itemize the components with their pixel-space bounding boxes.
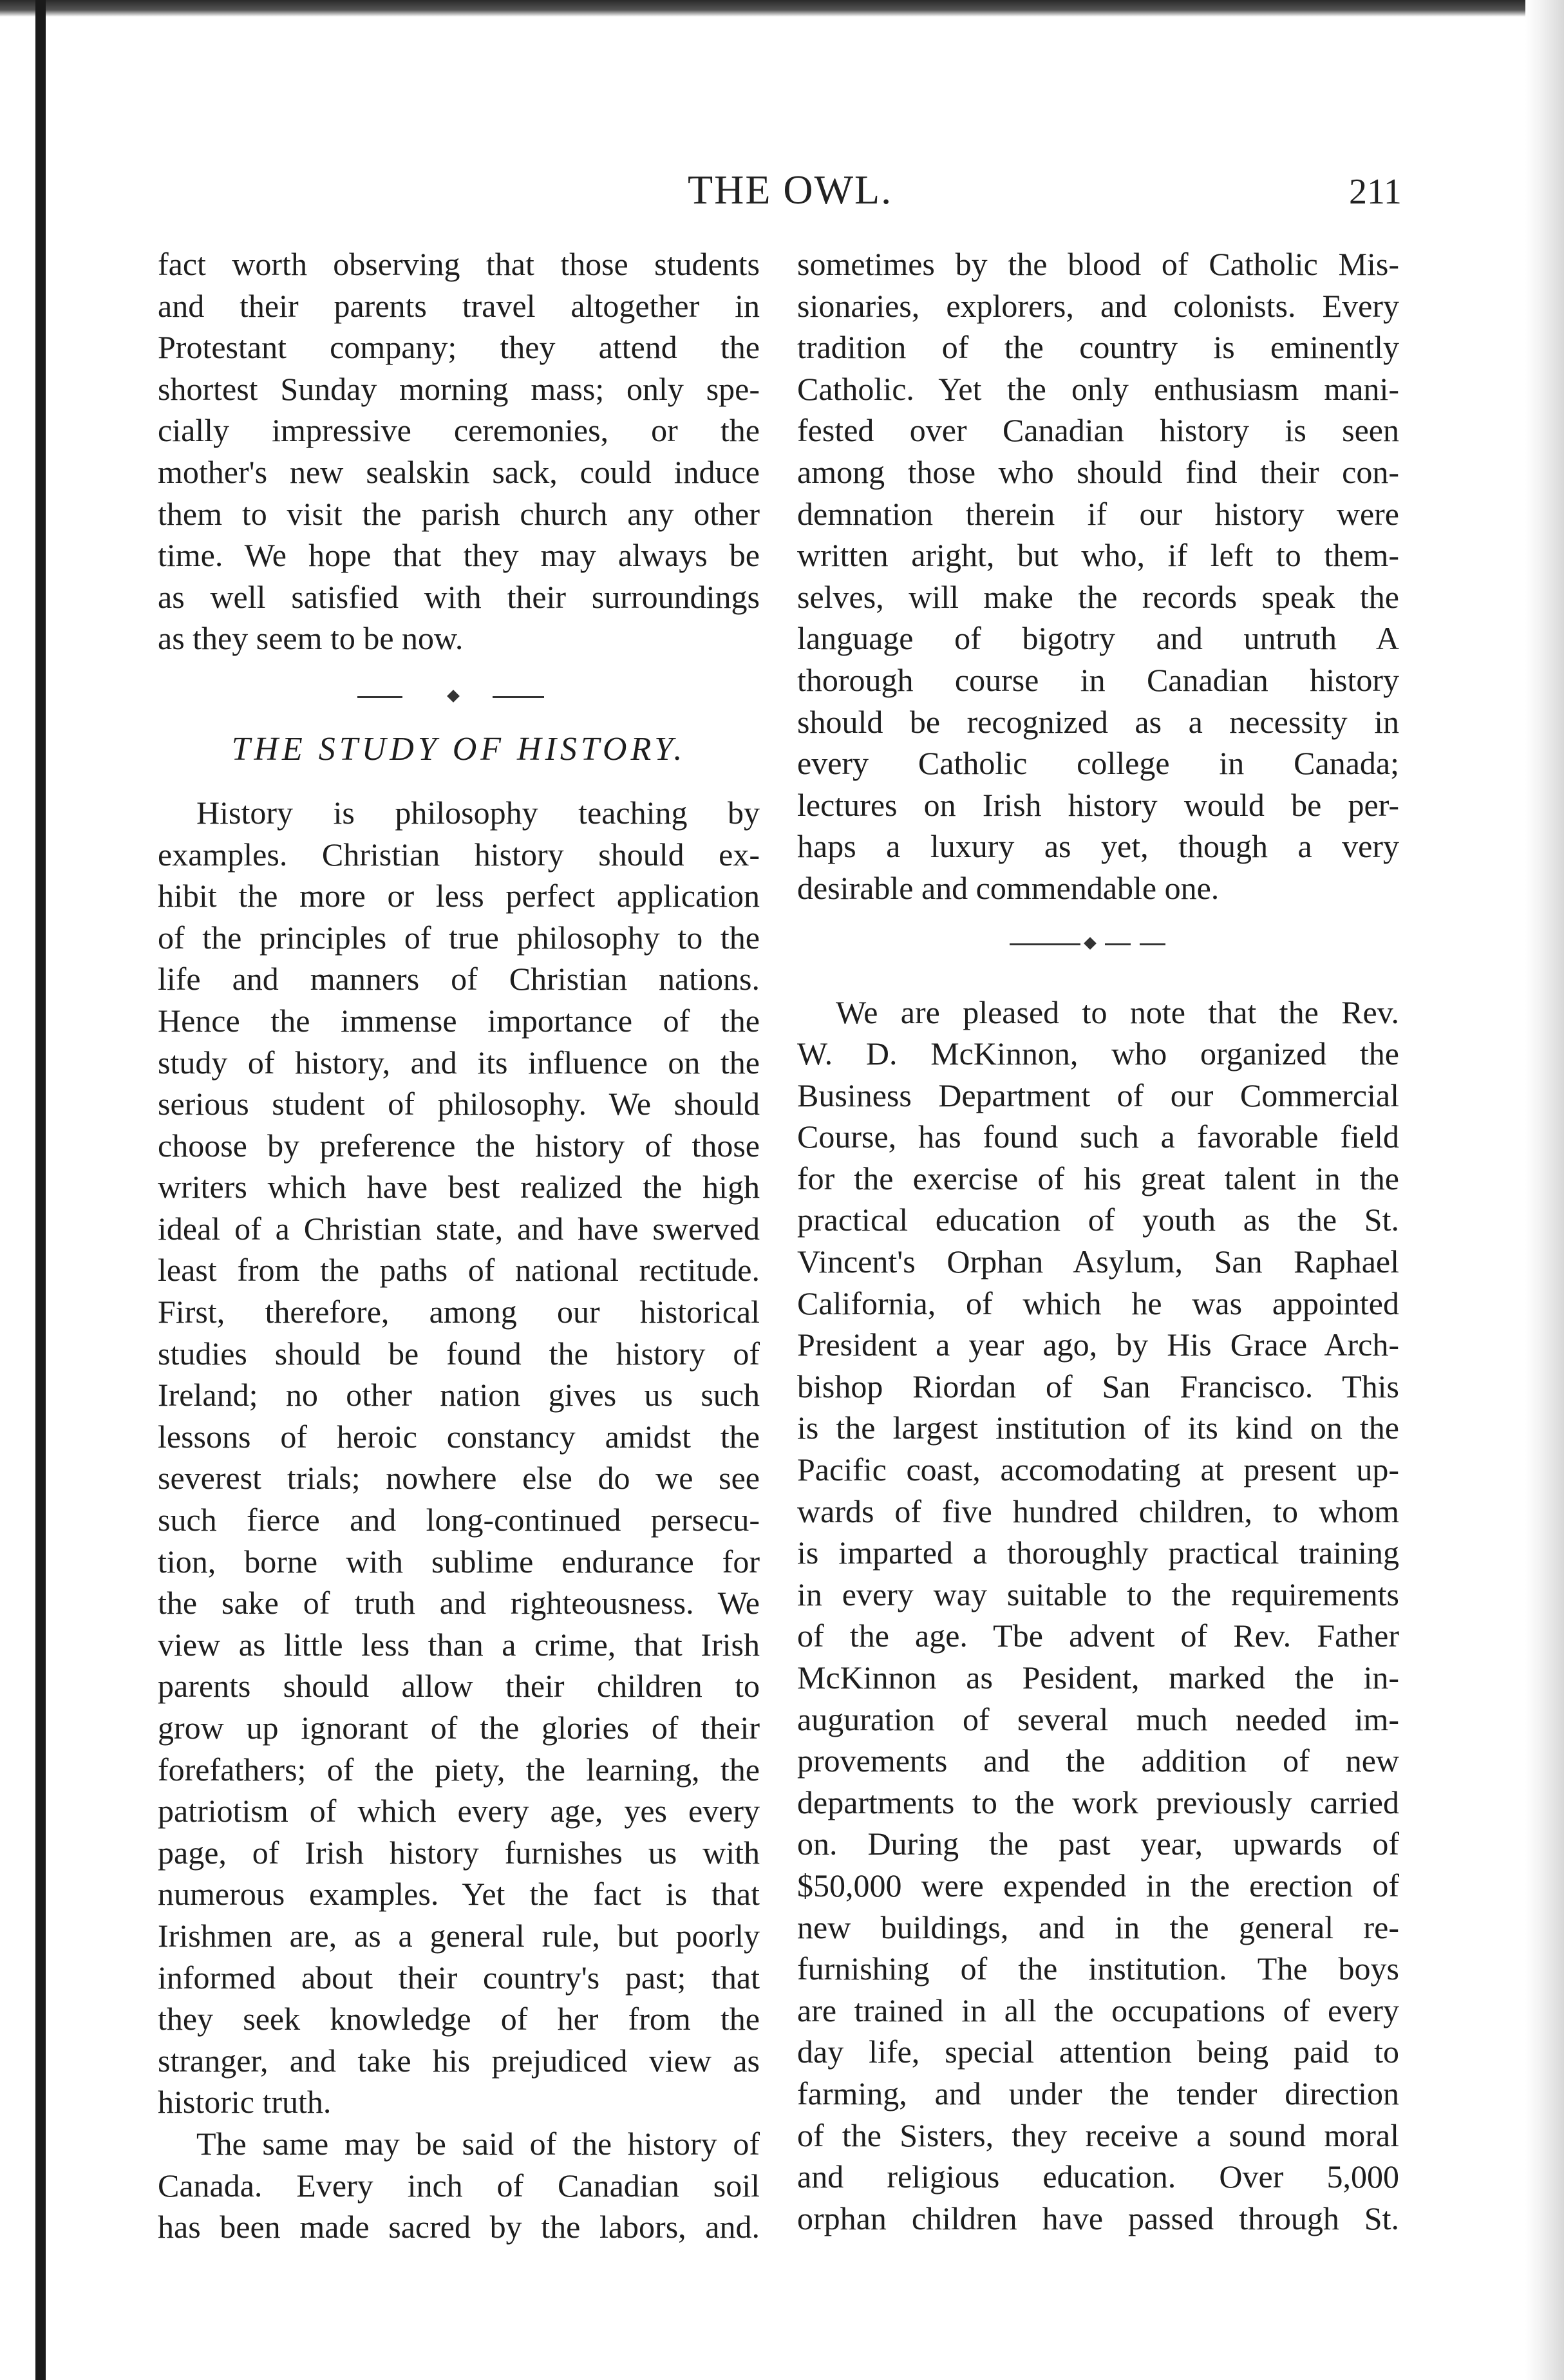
text-line: Pacific coast, accomodating at present up- — [797, 1451, 1399, 1488]
text-line: parents should allow their children to — [158, 1668, 760, 1705]
text-line: practical education of youth as the St. — [797, 1202, 1399, 1238]
text-line: grow up ignorant of the glories of their — [158, 1710, 760, 1746]
text-line: choose by preference the history of those — [158, 1127, 760, 1164]
section-divider — [158, 684, 760, 710]
text-line: of the principles of true philosophy to the — [158, 919, 760, 956]
text-line: page, of Irish history furnishes us with — [158, 1834, 760, 1871]
text-line: serious student of philosophy. We should — [158, 1086, 760, 1122]
text-line: Canada. Every inch of Canadian soil — [158, 2167, 760, 2204]
text-line: is imparted a thoroughly practical training — [797, 1535, 1399, 1571]
text-line: and religious education. Over 5,000 — [797, 2158, 1399, 2195]
text-line: as well satisfied with their surroundings — [158, 578, 760, 615]
text-line: and their parents travel altogether in — [158, 287, 760, 324]
text-line: severest trials; nowhere else do we see — [158, 1460, 760, 1497]
text-line: patriotism of which every age, yes every — [158, 1793, 760, 1829]
text-line: for the exercise of his great talent in the — [797, 1160, 1399, 1196]
right-column — [797, 243, 1399, 2239]
text-line: is the largest institution of its kind on the — [797, 1410, 1399, 1446]
text-line: farming, and under the tender direction — [797, 2075, 1399, 2111]
text-line: Hence the immense importance of the — [158, 1002, 760, 1039]
text-line: them to visit the parish church any other — [158, 495, 760, 532]
text-line: Protestant company; they attend the — [158, 329, 760, 366]
text-line: auguration of several much needed im- — [797, 1701, 1399, 1737]
page-number: 211 — [1349, 172, 1402, 212]
text-line: mother's new sealskin sack, could induce — [158, 453, 760, 490]
section-heading: THE STUDY OF HISTORY. — [231, 730, 686, 768]
text-line: furnishing of the institution. The boys — [797, 1950, 1399, 1987]
right-para-2 — [797, 992, 1399, 2240]
text-line: informed about their country's past; that — [158, 1959, 760, 1996]
text-line: shortest Sunday morning mass; only spe- — [158, 370, 760, 407]
text-line: Catholic. Yet the only enthusiasm mani- — [797, 370, 1399, 407]
text-line: among those who should find their con- — [797, 453, 1399, 490]
text-line: History is philosophy teaching by — [196, 794, 760, 831]
text-line: day life, special attention being paid to — [797, 2034, 1399, 2070]
text-line: has been made sacred by the labors, and. — [158, 2209, 760, 2245]
text-line: language of bigotry and untruth A — [797, 620, 1399, 657]
text-line: sionaries, explorers, and colonists. Every — [797, 287, 1399, 324]
text-line: studies should be found the history of — [158, 1335, 760, 1372]
left-column — [158, 243, 760, 2248]
text-line: selves, will make the records speak the — [797, 578, 1399, 615]
page-top-edge — [0, 0, 1564, 17]
text-line: tion, borne with sublime endurance for — [158, 1543, 760, 1580]
text-line: McKinnon as Pesident, marked the in- — [797, 1659, 1399, 1695]
text-line: desirable and commendable one. — [797, 869, 1220, 906]
text-line: fact worth observing that those students — [158, 246, 760, 282]
text-line: they seek knowledge of her from the — [158, 2001, 760, 2037]
text-line: tradition of the country is eminently — [797, 329, 1399, 366]
text-line: historic truth. — [158, 2084, 332, 2120]
text-line: We are pleased to note that the Rev. — [836, 994, 1399, 1030]
text-line: writers which have best realized the high — [158, 1169, 760, 1205]
text-line: The same may be said of the history of — [196, 2125, 760, 2162]
text-line: provements and the addition of new — [797, 1742, 1399, 1779]
text-line: written aright, but who, if left to them- — [797, 537, 1399, 574]
text-line: of the Sisters, they receive a sound moral — [797, 2117, 1399, 2153]
left-para-1 — [158, 243, 760, 659]
text-line: Business Department of our Commercial — [797, 1077, 1399, 1113]
text-line: orphan children have passed through St. — [797, 2200, 1399, 2236]
text-line: of the age. Tbe advent of Rev. Father — [797, 1618, 1399, 1654]
text-line: on. During the past year, upwards of — [797, 1826, 1399, 1862]
text-line: as they seem to be now. — [158, 620, 464, 657]
text-line: such fierce and long-continued persecu- — [158, 1502, 760, 1538]
page-right-edge — [1525, 0, 1564, 2380]
text-line: departments to the work previously carried — [797, 1784, 1399, 1820]
text-line: thorough course in Canadian history — [797, 661, 1399, 698]
text-line: study of history, and its influence on the — [158, 1044, 760, 1081]
text-line: are trained in all the occupations of every — [797, 1992, 1399, 2028]
journal-title: THE OWL. — [688, 167, 893, 212]
text-line: Ireland; no other nation gives us such — [158, 1377, 760, 1413]
text-line: ideal of a Christian state, and have swerved — [158, 1210, 760, 1247]
text-line: $50,000 were expended in the erection of — [797, 1867, 1399, 1903]
text-line: numerous examples. Yet the fact is that — [158, 1876, 760, 1912]
text-line: the sake of truth and righteousness. We — [158, 1585, 760, 1621]
text-line: Irishmen are, as a general rule, but poorly — [158, 1917, 760, 1954]
text-line: new buildings, and in the general re- — [797, 1909, 1399, 1945]
text-line: forefathers; of the piety, the learning, the — [158, 1751, 760, 1788]
section-divider — [797, 931, 1399, 957]
text-line: President a year ago, by His Grace Arch- — [797, 1327, 1399, 1363]
text-line: lectures on Irish history would be per- — [797, 786, 1399, 823]
text-line: should be recognized as a necessity in — [797, 703, 1399, 740]
text-line: lessons of heroic constancy amidst the — [158, 1418, 760, 1455]
text-line: least from the paths of national rectitude. — [158, 1252, 760, 1289]
text-line: wards of five hundred children, to whom — [797, 1493, 1399, 1529]
text-line: bishop Riordan of San Francisco. This — [797, 1368, 1399, 1404]
text-line: First, therefore, among our historical — [158, 1294, 760, 1330]
running-head — [0, 166, 1564, 224]
text-line: stranger, and take his prejudiced view as — [158, 2042, 760, 2079]
text-line: demnation therein if our history were — [797, 495, 1399, 532]
text-line: life and manners of Christian nations. — [158, 961, 760, 997]
left-para-2 — [158, 792, 760, 2123]
text-line: haps a luxury as yet, though a very — [797, 828, 1399, 865]
page-left-edge — [35, 0, 46, 2380]
text-line: every Catholic college in Canada; — [797, 745, 1399, 782]
text-line: examples. Christian history should ex- — [158, 836, 760, 873]
text-line: hibit the more or less perfect application — [158, 878, 760, 914]
left-para-3 — [158, 2123, 760, 2248]
text-line: W. D. McKinnon, who organized the — [797, 1035, 1399, 1072]
text-line: time. We hope that they may always be — [158, 537, 760, 574]
text-line: California, of which he was appointed — [797, 1285, 1399, 1321]
text-line: Vincent's Orphan Asylum, San Raphael — [797, 1243, 1399, 1280]
text-line: cially impressive ceremonies, or the — [158, 412, 760, 449]
text-line: view as little less than a crime, that Irish — [158, 1626, 760, 1663]
text-line: sometimes by the blood of Catholic Mis- — [797, 246, 1399, 282]
text-line: in every way suitable to the requirements — [797, 1576, 1399, 1612]
text-line: fested over Canadian history is seen — [797, 412, 1399, 449]
right-para-1 — [797, 243, 1399, 909]
text-line: Course, has found such a favorable field — [797, 1119, 1399, 1155]
